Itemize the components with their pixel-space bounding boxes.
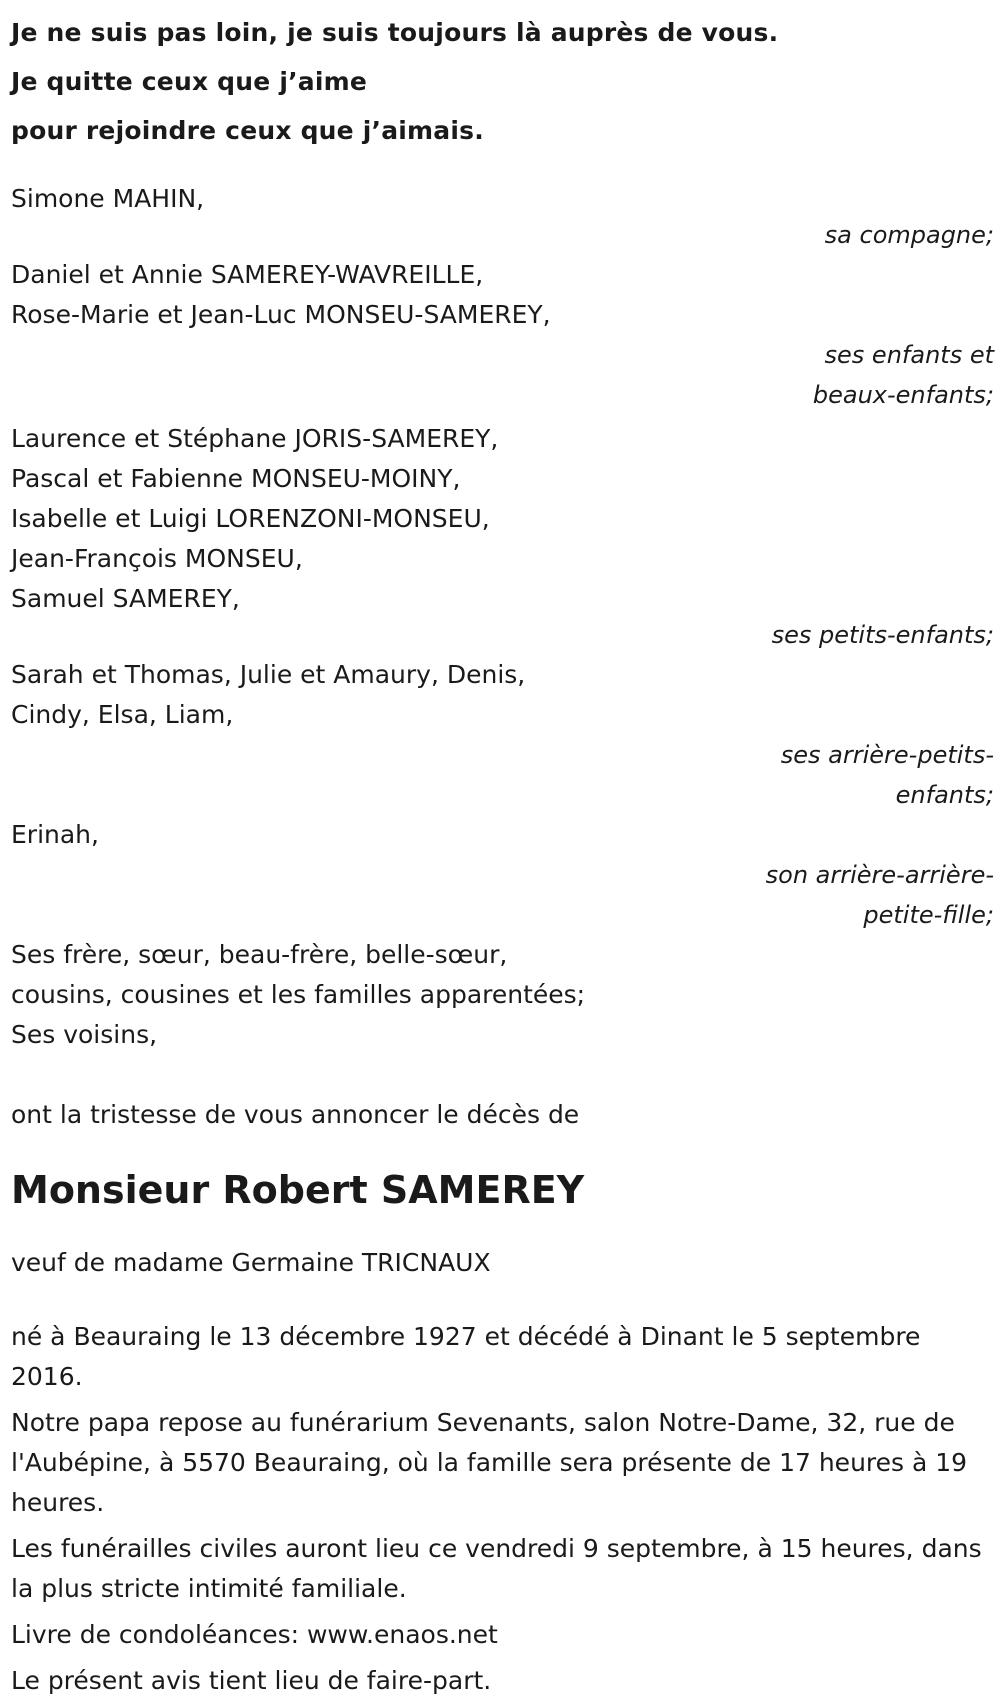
relation-line: petite-fille; <box>863 901 994 929</box>
family-names <box>11 935 996 1055</box>
family-group <box>11 655 996 815</box>
family-relation <box>11 735 996 815</box>
family-name-line: Ses frère, sœur, beau-frère, belle-sœur, <box>11 940 508 969</box>
condolences-paragraph: Livre de condoléances: www.enaos.net <box>11 1620 498 1649</box>
family-name-line: Ses voisins, <box>11 1020 158 1049</box>
family-names <box>11 419 996 619</box>
relation-line: ses enfants et <box>824 341 994 369</box>
family-group <box>11 179 996 255</box>
epigraph-line: pour rejoindre ceux que j’aimais. <box>11 116 484 145</box>
family-group <box>11 815 996 935</box>
family-name-line: Jean-François MONSEU, <box>11 544 303 573</box>
family-names <box>11 815 996 855</box>
family-group <box>11 255 996 415</box>
family-name-line: Samuel SAMEREY, <box>11 584 240 613</box>
epigraph-line: Je ne suis pas loin, je suis toujours là auprès de vous. <box>11 18 779 47</box>
relation-line: ses petits-enfants; <box>771 621 994 649</box>
family-names <box>11 179 996 219</box>
family-relation <box>11 215 996 255</box>
family-list <box>11 179 996 1055</box>
announcement: ont la tristesse de vous annoncer le décès de <box>11 1100 580 1129</box>
relation-line: ses arrière-petits- <box>780 741 994 769</box>
family-name-line: Isabelle et Luigi LORENZONI-MONSEU, <box>11 504 490 533</box>
family-names <box>11 255 996 335</box>
family-name-line: Erinah, <box>11 820 99 849</box>
family-group <box>11 419 996 655</box>
relation-line: beaux-enfants; <box>812 381 994 409</box>
epigraph <box>11 0 1000 155</box>
notice-paragraph: Le présent avis tient lieu de faire-part. <box>11 1666 492 1695</box>
birth-death-paragraph: né à Beauraing le 13 décembre 1927 et décédé à Dinant le 5 septembre 2016. <box>11 1322 921 1391</box>
relation-line: enfants; <box>895 781 994 809</box>
funeral-paragraph: Les funérailles civiles auront lieu ce vendredi 9 septembre, à 15 heures, dans la plus stricte intimité familiale. <box>11 1534 982 1603</box>
family-name-line: Pascal et Fabienne MONSEU-MOINY, <box>11 464 461 493</box>
relation-line: sa compagne; <box>824 221 994 249</box>
family-name-line: cousins, cousines et les familles apparentées; <box>11 980 586 1009</box>
family-relation <box>11 335 996 415</box>
widower-of: veuf de madame Germaine TRICNAUX <box>11 1248 491 1277</box>
family-name-line: Simone MAHIN, <box>11 184 205 213</box>
family-group <box>11 935 996 1055</box>
family-name-line: Daniel et Annie SAMEREY-WAVREILLE, <box>11 260 484 289</box>
family-names <box>11 655 996 735</box>
family-name-line: Laurence et Stéphane JORIS-SAMEREY, <box>11 424 499 453</box>
relation-line: son arrière-arrière- <box>765 861 994 889</box>
family-name-line: Sarah et Thomas, Julie et Amaury, Denis, <box>11 660 526 689</box>
deceased-name: Monsieur Robert SAMEREY <box>11 1168 585 1212</box>
rest-place-paragraph: Notre papa repose au funérarium Sevenants, salon Notre-Dame, 32, rue de l'Aubépine, à 5570 Beauraing, où la famille sera présente de 17 heures à 19 heures. <box>11 1408 968 1517</box>
family-relation <box>11 615 996 655</box>
family-relation <box>11 855 996 935</box>
family-name-line: Cindy, Elsa, Liam, <box>11 700 234 729</box>
epigraph-line: Je quitte ceux que j’aime <box>11 67 368 96</box>
family-name-line: Rose-Marie et Jean-Luc MONSEU-SAMEREY, <box>11 300 551 329</box>
